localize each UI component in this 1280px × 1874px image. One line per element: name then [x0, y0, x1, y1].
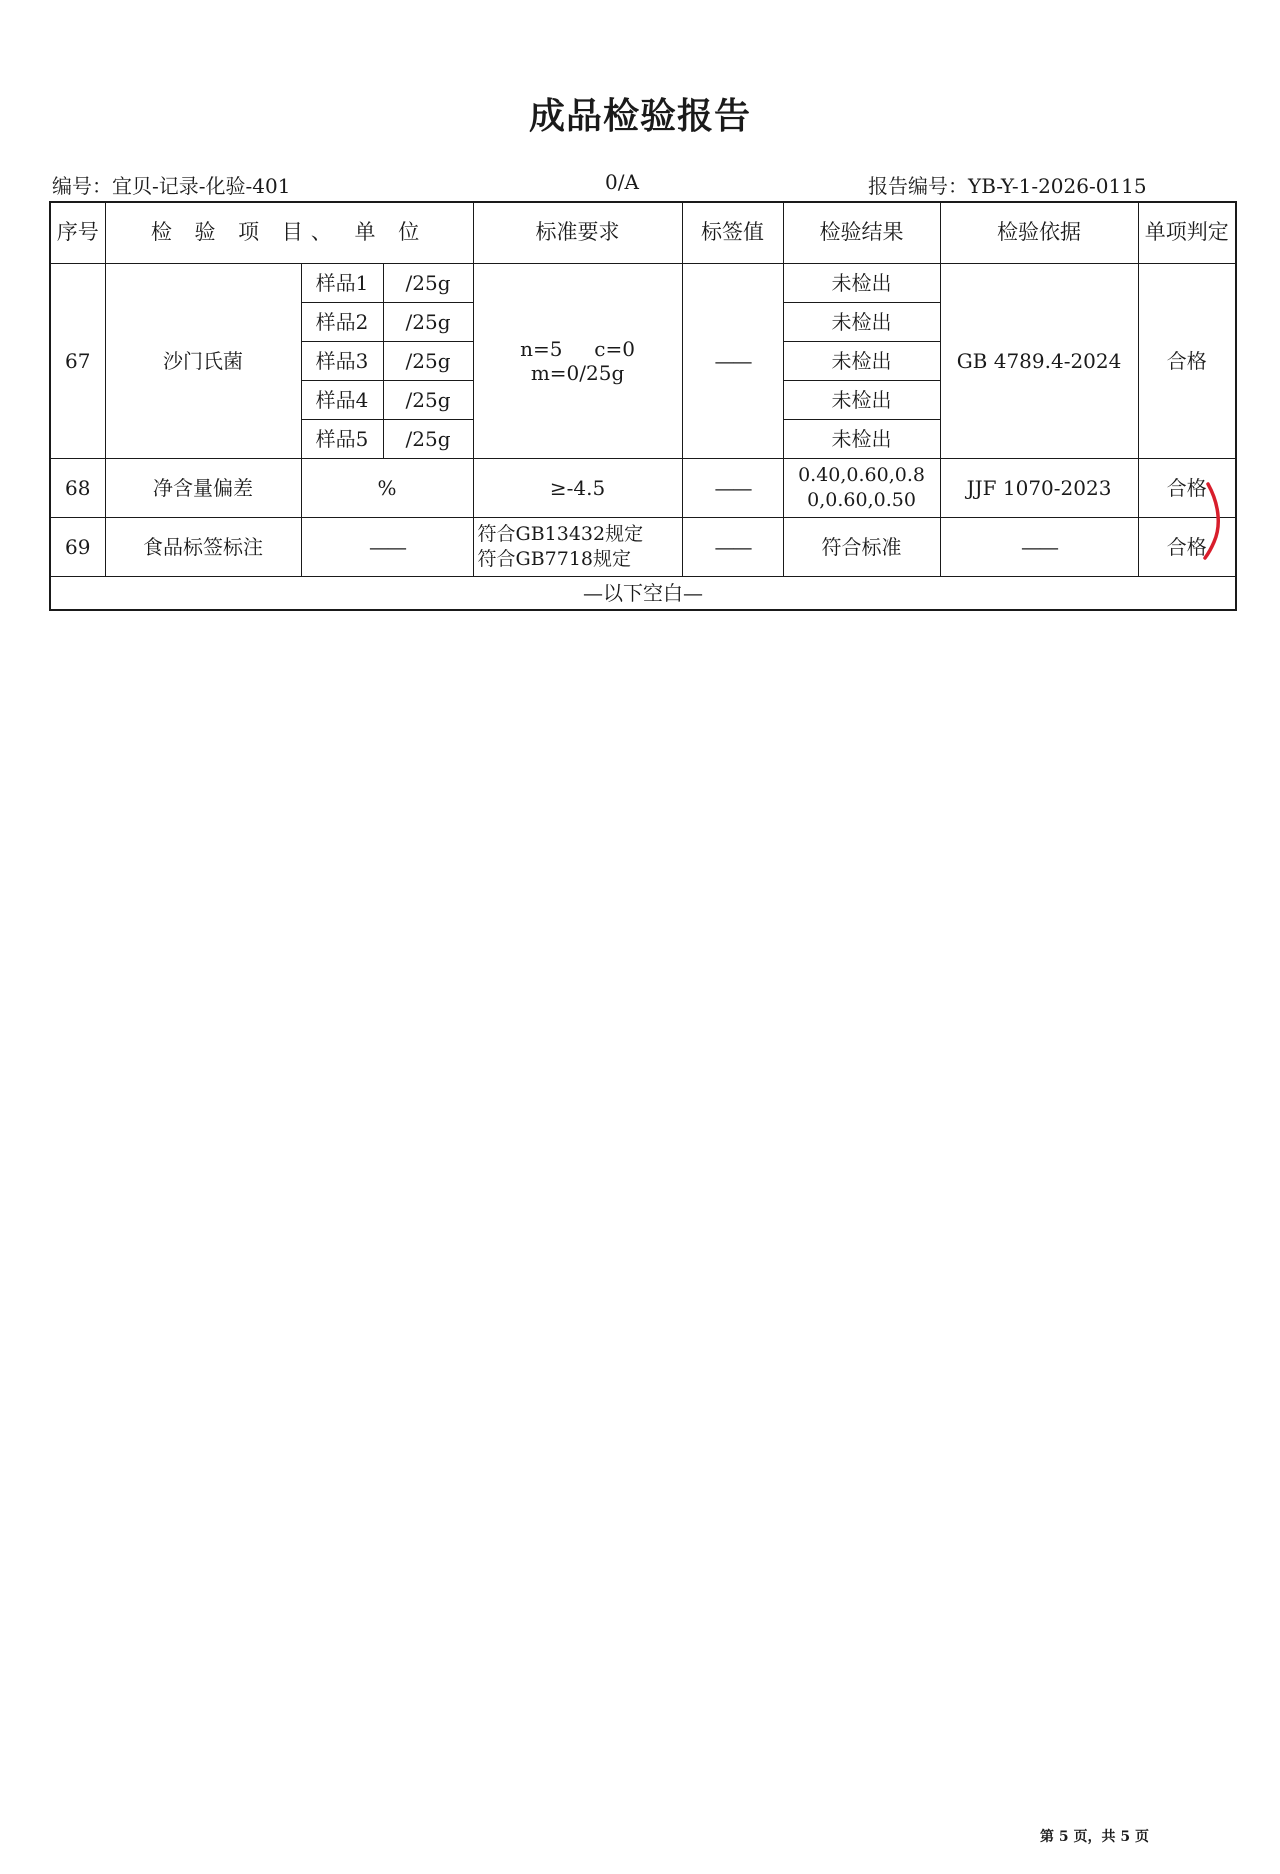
standard-cell — [473, 264, 682, 459]
header-standard: 标准要求 — [473, 202, 682, 264]
header-item-unit: 检 验 项 目、 单 位 — [105, 202, 473, 264]
sample-name: 样品1 — [301, 264, 383, 303]
basis-cell: JJF 1070-2023 — [940, 459, 1138, 518]
seq-cell: 69 — [50, 518, 105, 577]
table-row-68 — [50, 459, 1236, 518]
blank-note-row — [50, 577, 1236, 611]
label-value-cell: —— — [682, 459, 783, 518]
result-cell: 未检出 — [783, 381, 940, 420]
result-line: 0,0.60,0.50 — [807, 489, 916, 511]
judgement-cell: 合格 — [1138, 518, 1236, 577]
result-line: 0.40,0.60,0.8 — [798, 464, 925, 487]
sample-unit: /25g — [383, 264, 473, 303]
standard-line: 符合GB13432规定 — [477, 523, 644, 546]
sample-unit: /25g — [383, 381, 473, 420]
judgement-cell: 合格 — [1138, 264, 1236, 459]
unit-cell: —— — [301, 518, 473, 577]
header-judgement: 单项判定 — [1138, 202, 1236, 264]
unit-cell: % — [301, 459, 473, 518]
report-title: 成品检验报告 — [528, 95, 751, 137]
sample-unit: /25g — [383, 420, 473, 459]
table-header-row — [50, 202, 1236, 264]
inspection-table — [49, 201, 1237, 611]
standard-cell: ≥-4.5 — [473, 459, 682, 518]
sample-name: 样品2 — [301, 303, 383, 342]
sample-name: 样品3 — [301, 342, 383, 381]
header-label-value: 标签值 — [682, 202, 783, 264]
label-value-cell: —— — [682, 518, 783, 577]
result-cell: 符合标准 — [783, 518, 940, 577]
header-basis: 检验依据 — [940, 202, 1138, 264]
seq-cell: 67 — [50, 264, 105, 459]
header-seq: 序号 — [50, 202, 105, 264]
result-cell: 未检出 — [783, 342, 940, 381]
judgement-cell: 合格 — [1138, 459, 1236, 518]
seq-cell: 68 — [50, 459, 105, 518]
sample-name: 样品5 — [301, 420, 383, 459]
basis-cell: —— — [940, 518, 1138, 577]
item-cell: 沙门氏菌 — [105, 264, 301, 459]
standard-line: m=0/25g — [530, 361, 625, 385]
label-value-cell: —— — [682, 264, 783, 459]
sample-name: 样品4 — [301, 381, 383, 420]
standard-cell — [473, 518, 682, 577]
standard-line: n=5 c=0 — [520, 337, 635, 361]
page-footer: 第 5 页，共 5 页 — [1040, 1829, 1149, 1845]
result-cell: 未检出 — [783, 303, 940, 342]
header-result: 检验结果 — [783, 202, 940, 264]
sample-unit: /25g — [383, 303, 473, 342]
table-row-69 — [50, 518, 1236, 577]
result-cell: 未检出 — [783, 264, 940, 303]
version-number: 0/A — [605, 170, 639, 194]
table-row-67 — [50, 264, 1236, 303]
sample-unit: /25g — [383, 342, 473, 381]
record-number: 编号：宜贝-记录-化验-401 — [52, 174, 291, 198]
red-check-mark — [1200, 482, 1224, 562]
blank-note: —以下空白— — [50, 577, 1236, 611]
standard-line: 符合GB7718规定 — [477, 548, 632, 570]
result-cell — [783, 459, 940, 518]
basis-cell: GB 4789.4-2024 — [940, 264, 1138, 459]
result-cell: 未检出 — [783, 420, 940, 459]
report-number: 报告编号：YB-Y-1-2026-0115 — [868, 174, 1147, 198]
item-cell: 食品标签标注 — [105, 518, 301, 577]
item-cell: 净含量偏差 — [105, 459, 301, 518]
